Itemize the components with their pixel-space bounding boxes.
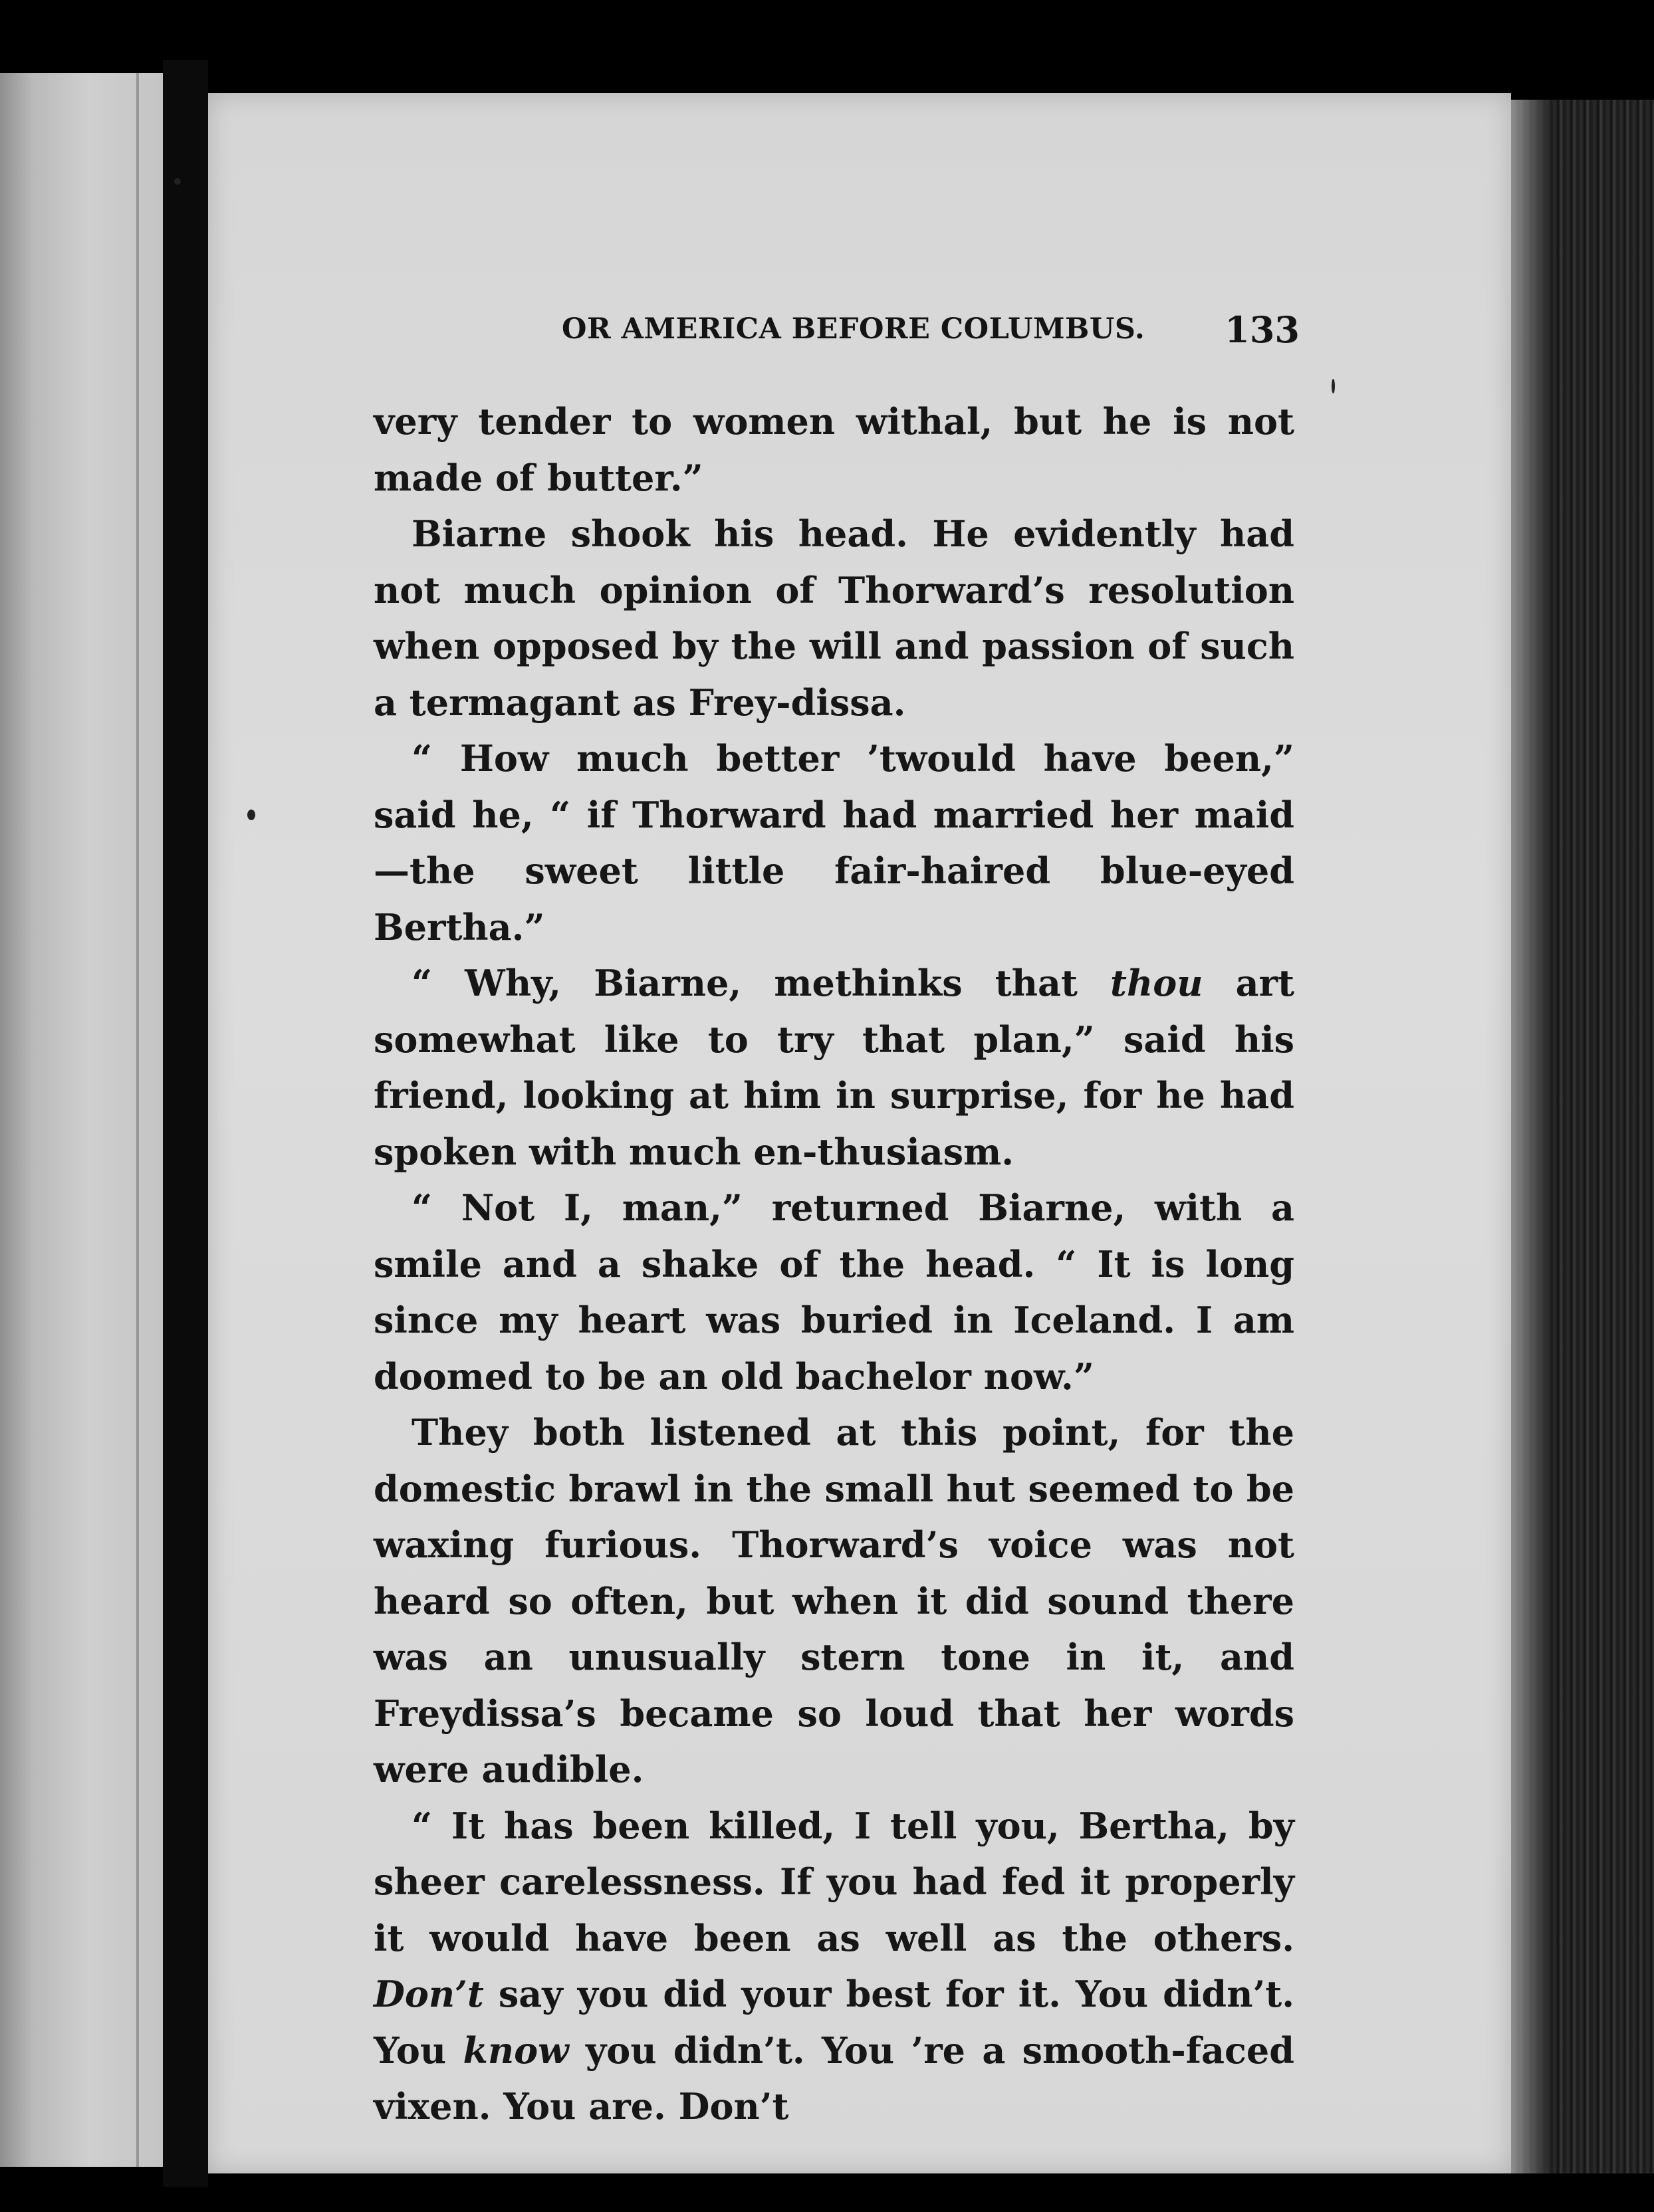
- page-number: 133: [1225, 308, 1300, 351]
- paragraph: [374, 730, 1294, 955]
- paragraph: [374, 955, 1294, 1180]
- text-run: They both listened at this point, for the domestic brawl in the small hut seemed to be waxing furious. Thorward’s voice was not heard so often, but when it did sound there was an unusually stern tone in it, and Freydissa’s became so loud that her words were audible.: [374, 1411, 1294, 1791]
- paragraph: [374, 506, 1294, 730]
- italic-text: Don’t: [374, 1973, 484, 2015]
- text-run: “ How much better ’twould have been,” said he, “ if Thorward had married her maid—the sweet little fair-haired blue-eyed Bertha.”: [374, 737, 1294, 948]
- page-fold-line: [136, 73, 139, 2167]
- text-run: “ Why, Biarne, methinks that: [412, 962, 1110, 1004]
- previous-page-edge: [0, 73, 163, 2167]
- scan-speck: [1332, 379, 1335, 393]
- scan-speck: [247, 810, 255, 820]
- page-block-edge: [1511, 100, 1654, 2173]
- paragraph: [374, 1180, 1294, 1404]
- text-run: very tender to women withal, but he is not made of butter.”: [374, 400, 1294, 499]
- text-run: art somewhat like to try that plan,” said his friend, looking at him in surprise, for he had spoken with much en-thusiasm.: [374, 962, 1294, 1173]
- scan-speck: [174, 178, 181, 185]
- paragraph: [374, 393, 1294, 506]
- paragraph: [374, 1798, 1294, 2135]
- text-run: “ Not I, man,” returned Biarne, with a smile and a shake of the head. “ It is long since my heart was buried in Iceland. I am doomed to be an old bachelor now.”: [374, 1186, 1294, 1398]
- binding-gutter: [163, 60, 208, 2187]
- text-run: you didn’t. You ’re a smooth-faced vixen. You are. Don’t: [374, 2029, 1295, 2128]
- text-run: say you did your best for it. You didn’t. You: [374, 1973, 1294, 2072]
- text-run: Biarne shook his head. He evidently had not much opinion of Thorward’s resolution when opposed by the will and passion of such a termagant as Frey-dissa.: [374, 512, 1294, 724]
- italic-text: thou: [1110, 962, 1203, 1004]
- text-run: “ It has been killed, I tell you, Bertha, by sheer carelessness. If you had fed it properly it would have been as well as the others.: [374, 1804, 1294, 1959]
- running-head-title: OR AMERICA BEFORE COLUMBUS.: [562, 312, 1145, 346]
- page-edge-shadow: [1511, 100, 1551, 2173]
- running-head: [562, 308, 1300, 359]
- body-text: [374, 393, 1294, 2135]
- italic-text: know: [463, 2029, 569, 2072]
- paragraph: [374, 1404, 1294, 1798]
